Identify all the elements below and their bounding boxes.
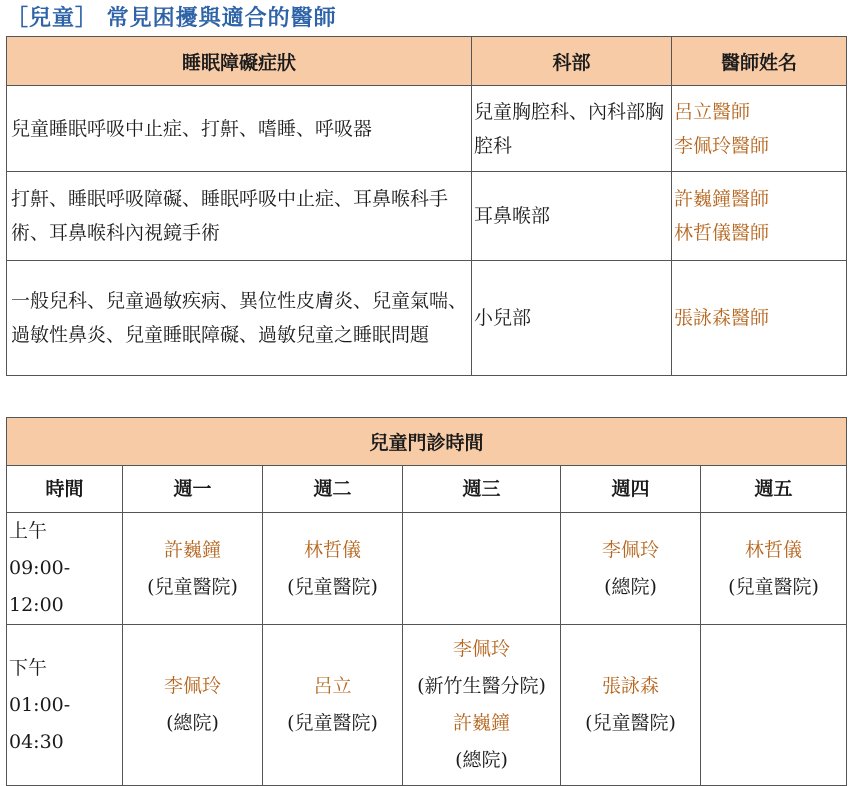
slot-cell-empty	[403, 513, 561, 625]
doctor-name: 李佩玲	[452, 638, 510, 660]
morning-time-cell	[7, 513, 123, 625]
slot-cell	[403, 625, 561, 786]
period-label: 下午	[9, 656, 48, 679]
symptoms-cell: 兒童睡眠呼吸中止症、打鼾、嗜睡、呼吸器	[7, 86, 472, 172]
doctor-name: 林哲儀	[303, 538, 361, 561]
header-symptoms: 睡眠障礙症狀	[7, 37, 472, 86]
clinic-location: (新竹生醫分院)	[417, 675, 546, 697]
day-header-thu: 週四	[561, 466, 701, 513]
doctor-name: 呂立醫師	[674, 100, 751, 123]
slot-cell	[701, 513, 847, 625]
symptoms-cell: 一般兒科、兒童過敏疾病、異位性皮膚炎、兒童氣喘、過敏性鼻炎、兒童睡眠障礙、過敏兒童之睡眠問題	[7, 261, 472, 376]
clinic-location: (兒童醫院)	[147, 575, 238, 598]
day-header-tue: 週二	[263, 466, 403, 513]
doctor-name: 許巍鐘醫師	[674, 188, 770, 210]
clinic-schedule-table	[6, 417, 847, 786]
day-header-row	[7, 466, 847, 513]
day-header-time: 時間	[7, 466, 123, 513]
slot-cell	[561, 625, 701, 786]
clinic-location: (總院)	[455, 749, 508, 771]
slot-cell	[123, 625, 263, 786]
day-header-wed: 週三	[403, 466, 561, 513]
clinic-location: (兒童醫院)	[585, 712, 676, 734]
table-row	[7, 86, 847, 172]
morning-row	[7, 513, 847, 625]
slot-cell	[561, 513, 701, 625]
clinic-location: (總院)	[604, 575, 657, 598]
doctor-name: 林哲儀	[745, 538, 803, 561]
day-header-mon: 週一	[123, 466, 263, 513]
doctor-name: 呂立	[313, 675, 352, 697]
doctor-name: 張詠森	[601, 675, 659, 697]
slot-cell	[123, 513, 263, 625]
doctor-name: 李佩玲醫師	[674, 134, 770, 157]
doctor-table-header	[7, 37, 847, 86]
clinic-location: (兒童醫院)	[287, 712, 378, 734]
period-label: 上午	[9, 520, 48, 542]
clinic-location: (總院)	[166, 712, 219, 734]
period-time: 01:00-04:30	[9, 693, 71, 753]
afternoon-time-cell	[7, 625, 123, 786]
slot-cell-empty	[701, 625, 847, 786]
doctor-name: 林哲儀醫師	[674, 222, 770, 244]
dept-cell: 小兒部	[472, 261, 672, 376]
dept-cell: 耳鼻喉部	[472, 172, 672, 261]
clinic-location: (兒童醫院)	[728, 575, 819, 598]
doctor-name: 許巍鐘	[163, 538, 221, 561]
doctor-name: 許巍鐘	[452, 712, 510, 734]
header-dept: 科部	[472, 37, 672, 86]
header-doctor: 醫師姓名	[672, 37, 847, 86]
slot-cell	[263, 513, 403, 625]
doctors-cell	[672, 172, 847, 261]
afternoon-row	[7, 625, 847, 786]
dept-cell: 兒童胸腔科、內科部胸腔科	[472, 86, 672, 172]
day-header-fri: 週五	[701, 466, 847, 513]
clinic-location: (兒童醫院)	[287, 575, 378, 598]
table-row	[7, 172, 847, 261]
slot-cell	[263, 625, 403, 786]
period-time: 09:00-12:00	[9, 557, 71, 616]
schedule-title: 兒童門診時間	[7, 418, 847, 466]
doctors-cell	[672, 261, 847, 376]
doctor-table	[6, 36, 847, 376]
symptoms-cell: 打鼾、睡眠呼吸障礙、睡眠呼吸中止症、耳鼻喉科手術、耳鼻喉科內視鏡手術	[7, 172, 472, 261]
schedule-title-row	[7, 418, 847, 466]
table-row	[7, 261, 847, 376]
doctor-name: 張詠森醫師	[674, 307, 770, 329]
doctor-name: 李佩玲	[601, 538, 659, 561]
doctor-name: 李佩玲	[163, 675, 221, 697]
doctors-cell	[672, 86, 847, 172]
page-title: ［兒童］ 常見困擾與適合的醫師	[6, 5, 337, 31]
